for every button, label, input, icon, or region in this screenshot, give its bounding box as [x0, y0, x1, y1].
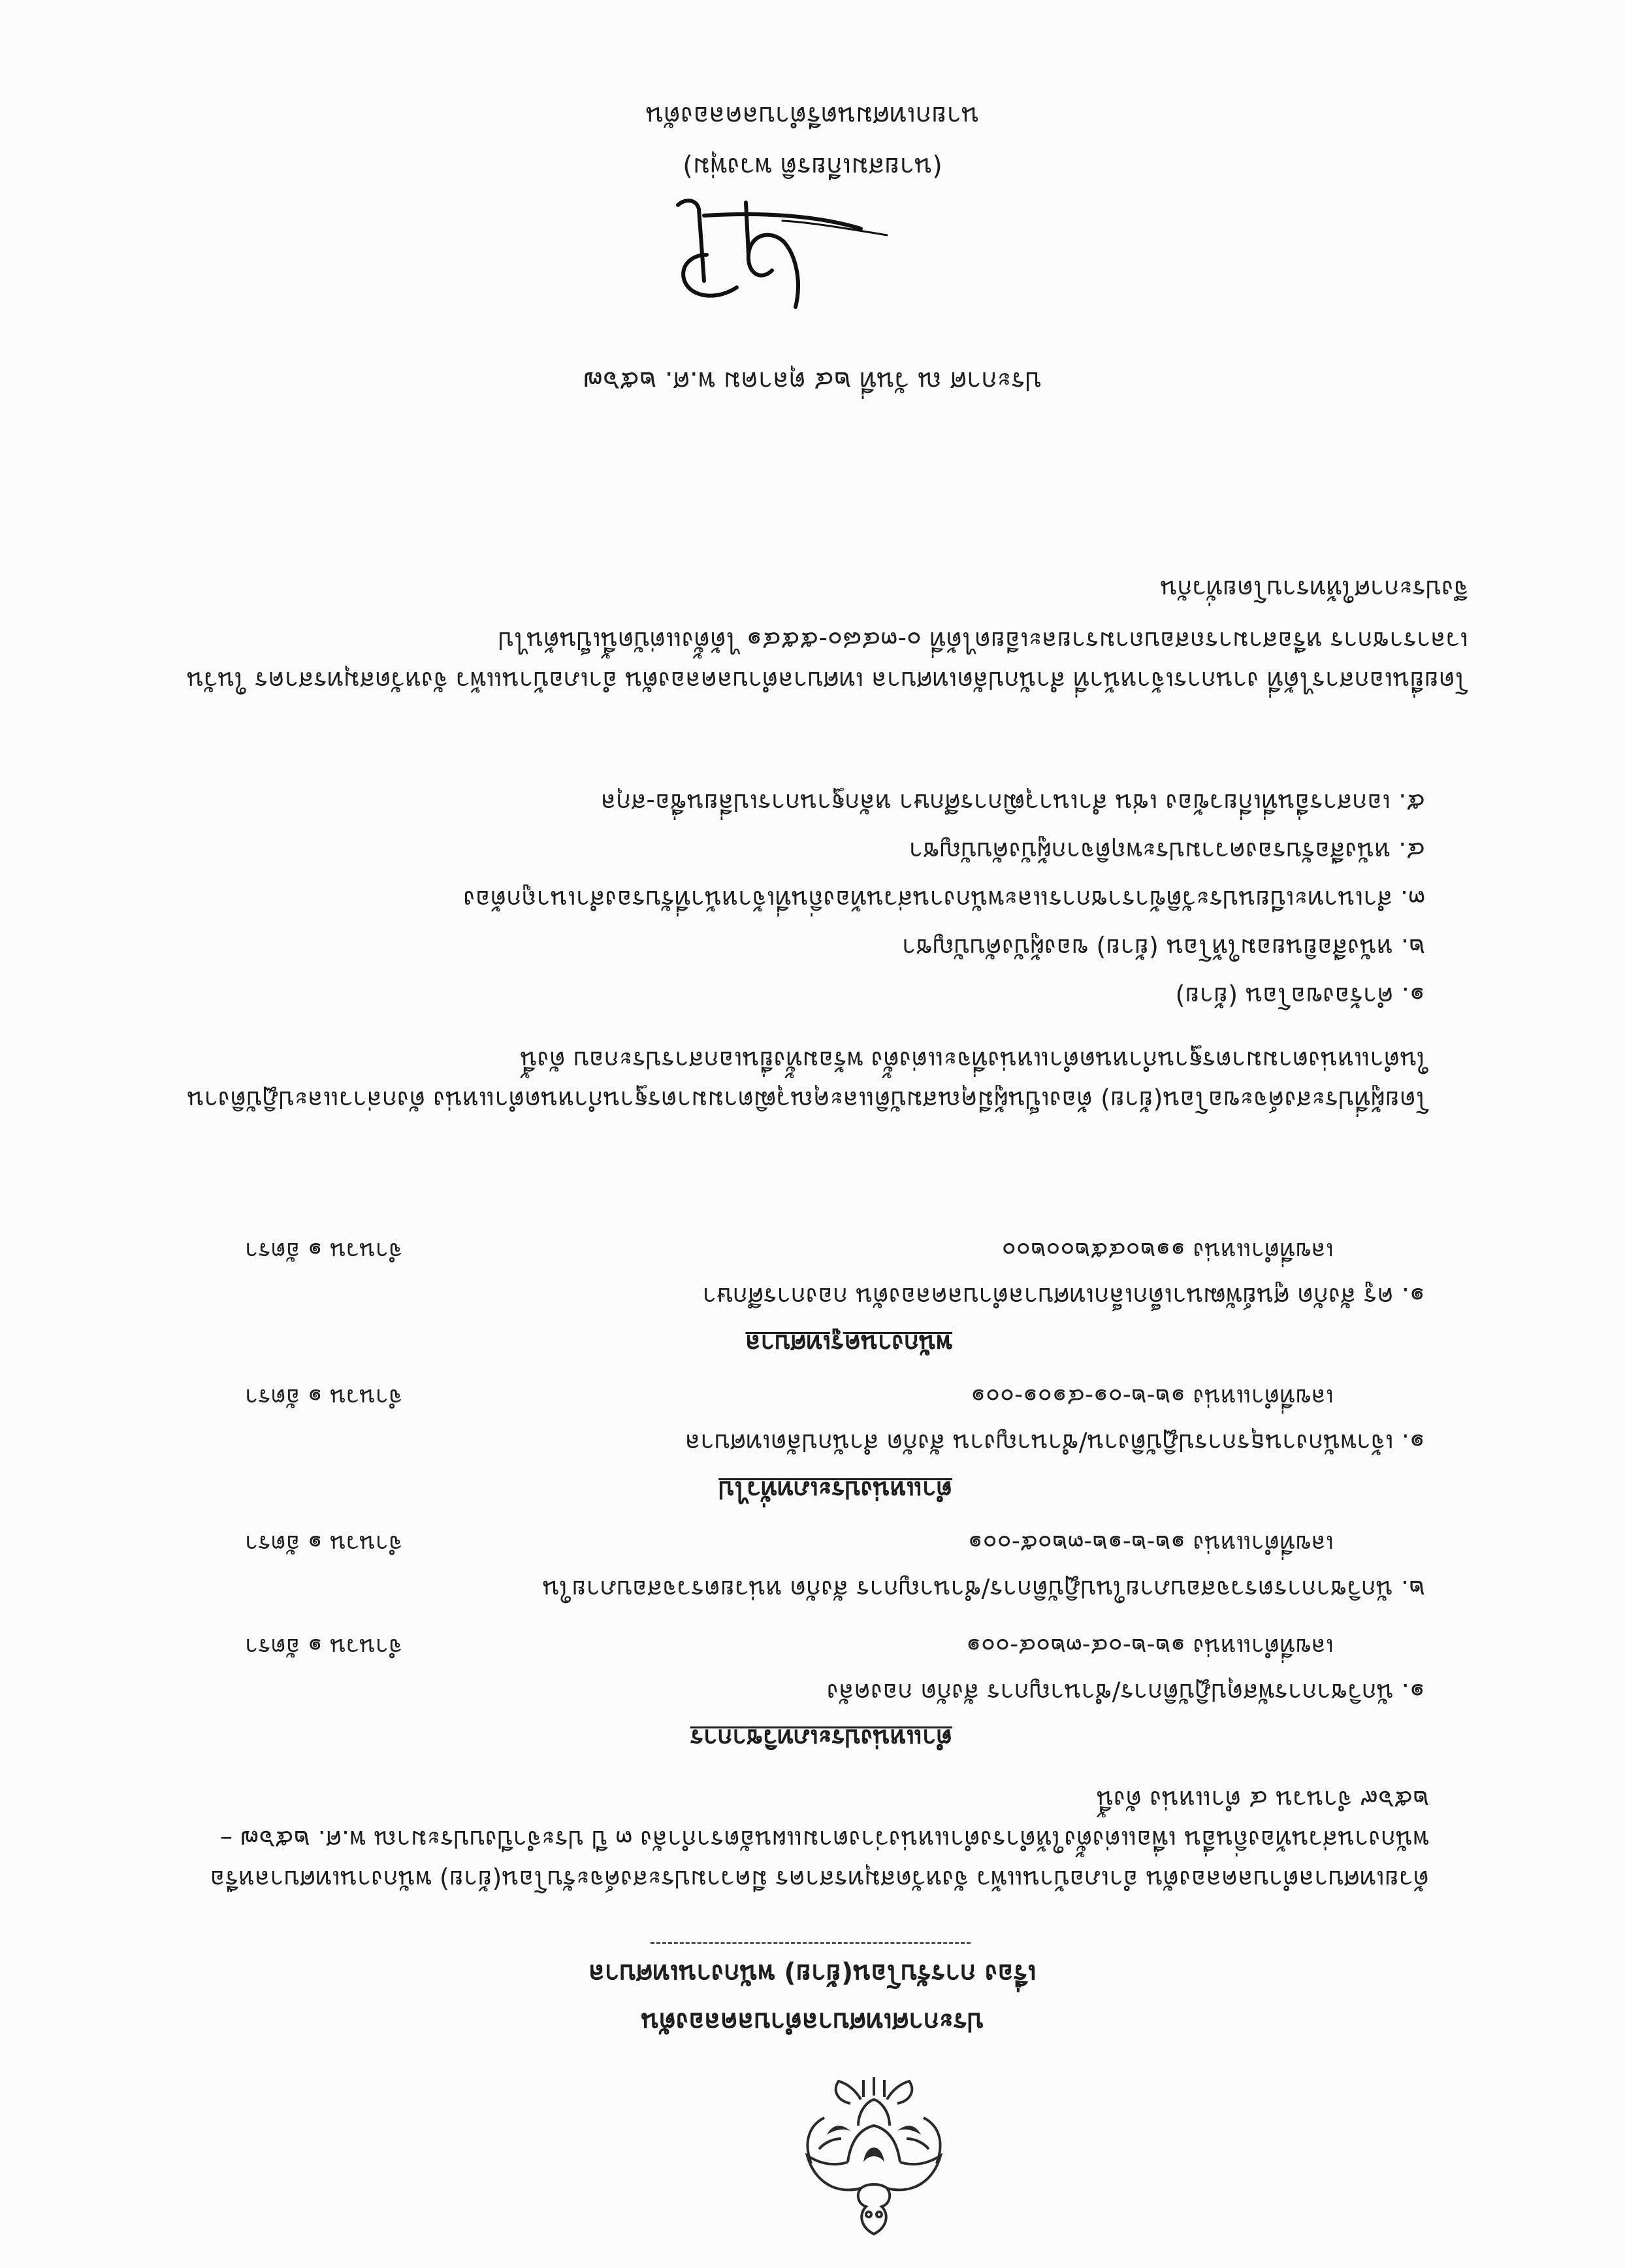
intro-paragraph: ด้วยเทศบาลตำบลคลองตัน อำเภอบ้านแพ้ว จังหวัดสมุทรสาคร มีความประสงค์จะรับโอน(ย้าย) พนักงานเทศบาลหรือพนักงานส่วนท้องถิ่นอื่น เพื่อแต่งตั้งให้ดำรงตำแหน่งว่างตามแผนอัตรากำลัง ๓ ปี ประจำปีงบประมาณ พ.ศ. ๒๕๖๗ – ๒๕๖๙ จำนวน ๔ ตำแหน่ง ดังนี้ [210, 1785, 1429, 1894]
requirement-item: ๑. คำร้องขอโอน (ย้าย) [1175, 982, 1425, 1011]
section-heading: ตำแหน่งประเภทวิชาการ [690, 1724, 952, 1753]
closing-text: โดยยื่นเอกสารได้ที่ งานการเจ้าหน้าที่ สำนักปลัดเทศบาล เทศบาลตำบลคลองตัน อำเภอบ้านแพ้ว จังหวัดสมุทรสาคร ในวัน เวลาราชการ หรือสามารถสอบถามรายละเอียดได้ที่ ๐-๓๔๘๐-๕๕๔๑ ได้ตั้งแต่บัดนี้เป็นต้นไป [187, 626, 1468, 695]
document-title: ประกาศเทศบาลตำบลคลองตัน [641, 2007, 984, 2037]
section-heading: พนักงานครูเทศบาล [745, 1329, 952, 1358]
position-number: เลขที่ตำแหน่ง ๑๒-๒-๐๑-๔๑๐๑-๐๐๑ [971, 1384, 1334, 1410]
position-name: ๑. เจ้าพนักงานธุรการปฏิบัติงาน/ชำนาญงาน สังกัด สำนักปลัดเทศบาล [684, 1429, 1425, 1457]
signer-title: นายกเทศมนตรีตำบลคลองตัน [645, 101, 980, 131]
position-count: จำนวน ๑ อัตรา [244, 1530, 402, 1557]
document-subject: เรื่อง การรับโอน(ย้าย) พนักงานเทศบาล [588, 1958, 1037, 1988]
signer-name: (นายสมเกียรติ พวงพุ่ม) [683, 152, 942, 182]
position-number: เลขที่ตำแหน่ง ๑๒-๒-๑๒-๓๒๐๕-๐๐๑ [967, 1530, 1334, 1557]
closing-paragraph [175, 570, 1468, 700]
closing-announcement: จึงประกาศให้ทราบโดยทั่วกัน [1160, 575, 1468, 604]
requirement-item: ๔. หนังสือรับรองความประพฤติจากผู้บังคับบัญชา [909, 837, 1425, 866]
section-heading: ตำแหน่งประเภททั่วไป [718, 1476, 952, 1504]
garuda-emblem-icon [796, 2076, 952, 2241]
position-number: เลขที่ตำแหน่ง ๑๒-๒-๐๔-๓๒๐๔-๐๐๑ [966, 1633, 1334, 1660]
position-name: ๑. นักวิชาการพัสดุปฏิบัติการ/ชำนาญการ สังกัด กองคลัง [826, 1678, 1425, 1707]
requirements-intro: โดยผู้ที่ประสงค์จะขอโอน(ย้าย) ต้องเป็นผู้มีคุณสมบัติและคุณวุฒิตามมาตรฐานกำหนดตำแหน่ง ดังกล่าวและปฏิบัติงานในตำแหน่งตามมาตรฐานกำหนดตำแหน่งที่จะแต่งตั้ง พร้อมทั้งยื่นเอกสารประกอบ ดังนี้ [187, 1046, 1429, 1114]
position-count: จำนวน ๑ อัตรา [244, 1237, 402, 1264]
position-number: เลขที่ตำแหน่ง ๑๑๒๐๔๕๒๐๐๒๐๐ [1001, 1237, 1334, 1264]
position-name: ๒. นักวิชาการตรวจสอบภายในปฏิบัติการ/ชำนาญการ สังกัด หน่วยตรวจสอบภายใน [542, 1575, 1425, 1604]
announcement-date: ประกาศ ณ วันที่ ๒๔ ตุลาคม พ.ศ. ๒๕๖๗ [583, 366, 1042, 396]
requirement-item: ๓. สำเนาทะเบียนประวัติข้าราชการและพนักงานส่วนท้องถิ่นที่เจ้าหน้าที่รับรองสำเนาถูกต้อง [463, 885, 1425, 914]
divider [651, 1942, 971, 1944]
signature-mark [573, 189, 900, 327]
position-name: ๑. ครู สังกัด ศูนย์พัฒนาเด็กเล็กเทศบาลตำบลคลองตัน กองการศึกษา [702, 1282, 1425, 1311]
position-count: จำนวน ๑ อัตรา [244, 1633, 402, 1660]
requirement-item: ๕. เอกสารอื่นที่เกี่ยวข้อง เช่น สำเนาวุฒิการศึกษา หลักฐานการเปลี่ยนชื่อ-สกุล [600, 788, 1425, 817]
position-count: จำนวน ๑ อัตรา [244, 1384, 402, 1410]
requirement-item: ๒. หนังสือยินยอมให้โอน (ย้าย) ของผู้บังคับบัญชา [901, 933, 1425, 962]
